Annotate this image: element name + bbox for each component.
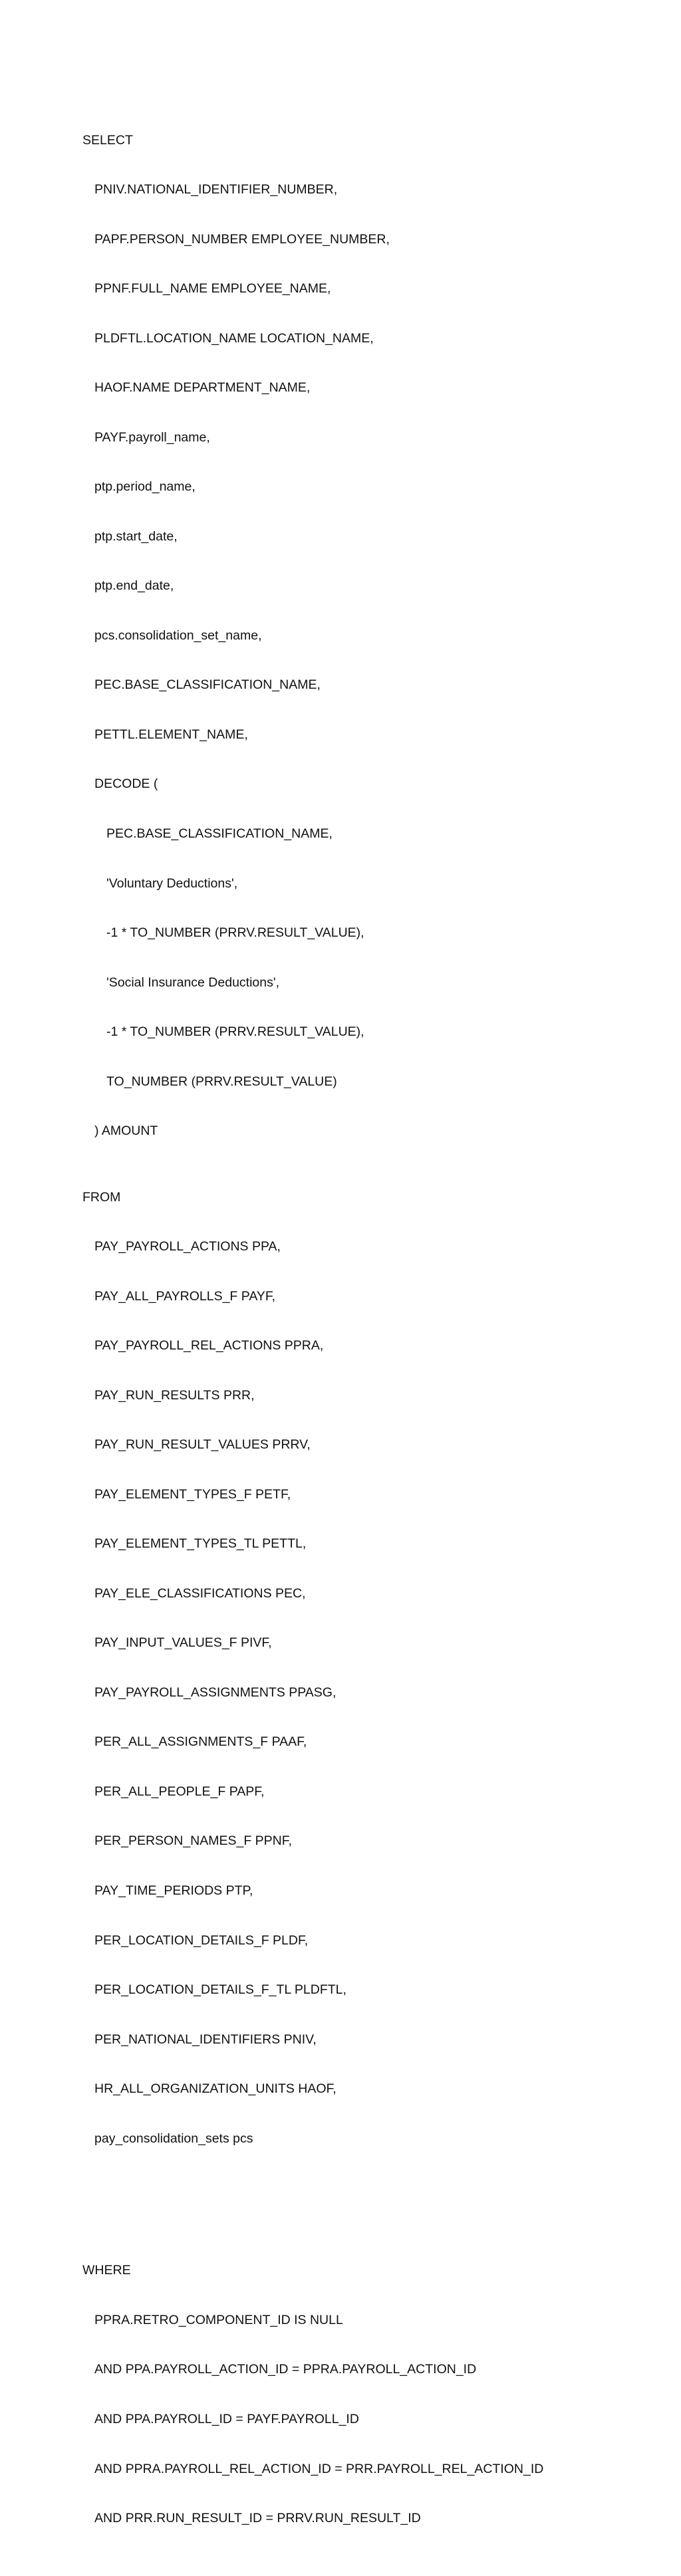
- select-item: PLDFTL.LOCATION_NAME LOCATION_NAME,: [94, 330, 374, 346]
- where-condition: AND PRR.RUN_RESULT_ID = PRRV.RUN_RESULT_ID: [94, 2511, 421, 2526]
- from-table: PAY_ELEMENT_TYPES_F PETF,: [94, 1486, 291, 1502]
- where-condition: AND PPA.PAYROLL_ID = PAYF.PAYROLL_ID: [94, 2411, 359, 2426]
- select-item: PNIV.NATIONAL_IDENTIFIER_NUMBER,: [94, 182, 338, 197]
- select-item: PAPF.PERSON_NUMBER EMPLOYEE_NUMBER,: [94, 231, 390, 247]
- from-table: pay_consolidation_sets pcs: [94, 2131, 253, 2146]
- select-item: PPNF.FULL_NAME EMPLOYEE_NAME,: [94, 281, 331, 296]
- decode-arg: PEC.BASE_CLASSIFICATION_NAME,: [106, 826, 333, 841]
- decode-arg: -1 * TO_NUMBER (PRRV.RESULT_VALUE),: [106, 1024, 364, 1040]
- decode-close: ) AMOUNT: [94, 1123, 158, 1139]
- sql-query-text: [82, 82, 668, 2576]
- from-table: PER_LOCATION_DETAILS_F_TL PLDFTL,: [94, 1982, 346, 1998]
- decode-arg: 'Social Insurance Deductions',: [106, 975, 280, 990]
- decode-arg: TO_NUMBER (PRRV.RESULT_VALUE): [106, 1074, 337, 1089]
- where-condition: AND PPA.PAYROLL_ACTION_ID = PPRA.PAYROLL_ACTION_ID: [94, 2362, 477, 2377]
- where-condition: PPRA.RETRO_COMPONENT_ID IS NULL: [94, 2312, 343, 2327]
- from-table: PAY_ELE_CLASSIFICATIONS PEC,: [94, 1585, 306, 1601]
- from-table: PAY_TIME_PERIODS PTP,: [94, 1883, 253, 1898]
- select-item: DECODE (: [94, 776, 158, 792]
- select-item: pcs.consolidation_set_name,: [94, 628, 262, 643]
- from-table: PER_ALL_ASSIGNMENTS_F PAAF,: [94, 1734, 307, 1750]
- blank-line: [82, 2196, 668, 2213]
- select-item: PETTL.ELEMENT_NAME,: [94, 727, 248, 742]
- from-table: PAY_ALL_PAYROLLS_F PAYF,: [94, 1288, 276, 1304]
- from-table: PAY_RUN_RESULT_VALUES PRRV,: [94, 1437, 311, 1453]
- select-item: ptp.period_name,: [94, 479, 196, 495]
- select-item: ptp.start_date,: [94, 528, 178, 544]
- select-item: HAOF.NAME DEPARTMENT_NAME,: [94, 380, 311, 396]
- from-table: PER_LOCATION_DETAILS_F PLDF,: [94, 1932, 309, 1948]
- from-table: PER_NATIONAL_IDENTIFIERS PNIV,: [94, 2032, 317, 2047]
- from-table: PAY_ELEMENT_TYPES_TL PETTL,: [94, 1536, 307, 1552]
- select-item: PAYF.payroll_name,: [94, 429, 210, 445]
- where-condition: AND PPRA.PAYROLL_REL_ACTION_ID = PRR.PAYROLL_REL_ACTION_ID: [94, 2461, 544, 2476]
- select-keyword: SELECT: [82, 132, 133, 148]
- decode-arg: 'Voluntary Deductions',: [106, 876, 238, 891]
- from-table: PAY_RUN_RESULTS PRR,: [94, 1387, 255, 1403]
- from-table: HR_ALL_ORGANIZATION_UNITS HAOF,: [94, 2081, 337, 2097]
- from-table: PAY_INPUT_VALUES_F PIVF,: [94, 1635, 272, 1651]
- from-table: PAY_PAYROLL_REL_ACTIONS PPRA,: [94, 1338, 324, 1353]
- select-item: ptp.end_date,: [94, 578, 174, 594]
- from-table: PER_PERSON_NAMES_F PPNF,: [94, 1833, 292, 1849]
- decode-arg: -1 * TO_NUMBER (PRRV.RESULT_VALUE),: [106, 925, 364, 941]
- from-table: PER_ALL_PEOPLE_F PAPF,: [94, 1784, 265, 1799]
- where-keyword: WHERE: [82, 2263, 131, 2278]
- select-item: PEC.BASE_CLASSIFICATION_NAME,: [94, 677, 321, 693]
- from-table: PAY_PAYROLL_ACTIONS PPA,: [94, 1239, 281, 1254]
- from-table: PAY_PAYROLL_ASSIGNMENTS PPASG,: [94, 1685, 337, 1700]
- from-keyword: FROM: [82, 1189, 121, 1205]
